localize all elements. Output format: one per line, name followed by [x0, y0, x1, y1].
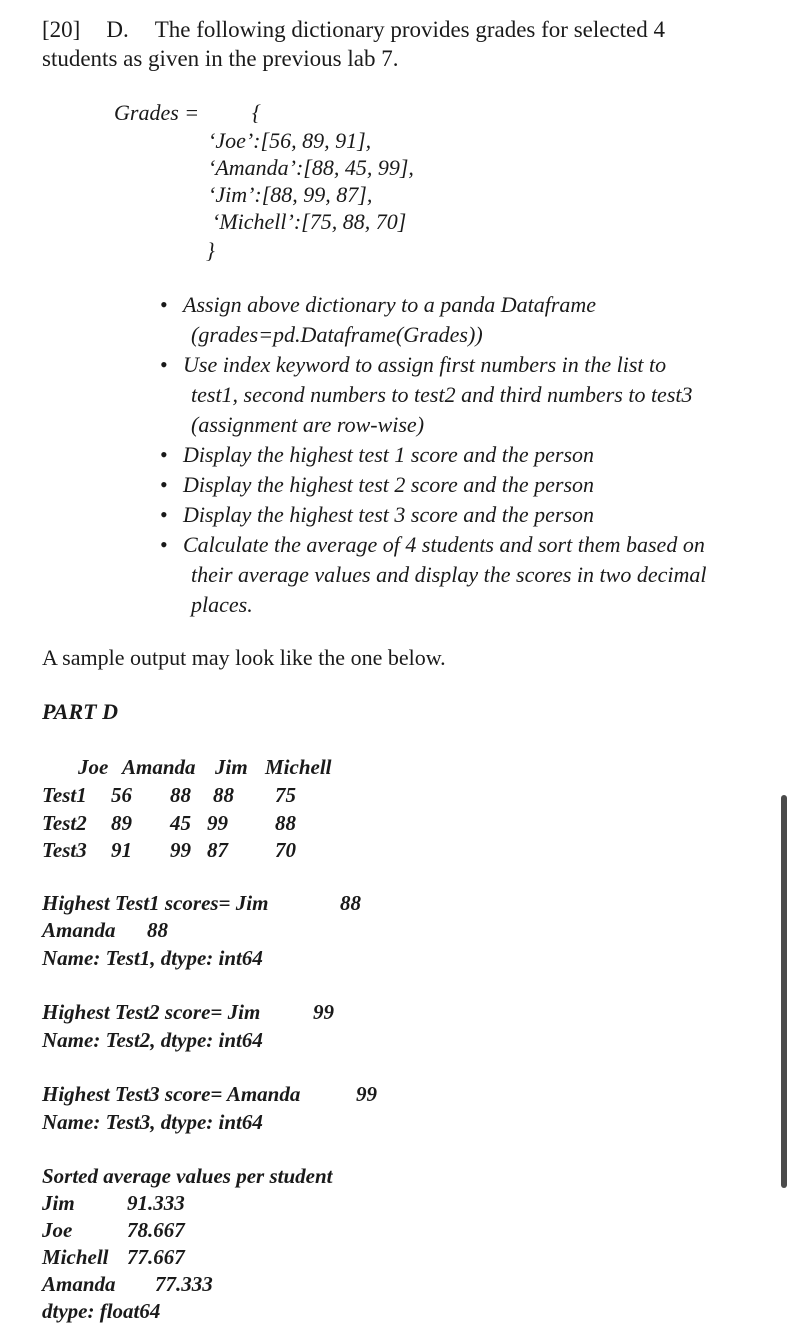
table-cell: 70	[275, 838, 296, 862]
table-cell: 99	[207, 811, 228, 835]
sorted-name: Michell	[42, 1245, 109, 1269]
highest-test2-value: 99	[313, 1000, 334, 1024]
instruction-item: • Use index keyword to assign first numbers in the list to test1, second numbers to test2 and third numbers to test3 (assignment are row-wise)	[160, 352, 693, 437]
instruction-item: • Assign above dictionary to a panda Dataframe (grades=pd.Dataframe(Grades))	[160, 292, 597, 347]
sorted-name: Amanda	[42, 1272, 116, 1296]
part-label: D.	[106, 17, 129, 42]
highest-test2-meta: Name: Test2, dtype: int64	[42, 1028, 263, 1052]
table-cell: 91	[111, 838, 132, 862]
instruction-item: • Calculate the average of 4 students and sort them based on their average values and display the scores in two decimal places.	[160, 532, 707, 617]
instruction-list	[158, 290, 758, 620]
instruction-item: • Display the highest test 1 score and the person	[158, 440, 758, 470]
part-label-heading: PART D	[42, 699, 118, 724]
question-header-line-1	[42, 16, 665, 44]
highest-test1-title: Highest Test1 scores= Jim	[42, 891, 269, 915]
sorted-value: 77.667	[127, 1245, 185, 1269]
sorted-value: 78.667	[127, 1218, 185, 1242]
points-label: [20]	[42, 17, 81, 42]
vertical-scrollbar[interactable]	[781, 795, 787, 1188]
highest-test3-value: 99	[356, 1082, 377, 1106]
table-cell: 89	[111, 811, 132, 835]
table-row-label: Test2	[42, 811, 87, 835]
table-cell: 88	[213, 783, 234, 807]
table-col-header: Joe	[78, 755, 109, 779]
dictionary-entry: ‘Amanda’:[88, 45, 99],	[208, 155, 414, 180]
table-col-header: Jim	[215, 755, 248, 779]
highest-test3-meta: Name: Test3, dtype: int64	[42, 1110, 263, 1134]
table-cell: 88	[275, 811, 296, 835]
sorted-dtype: dtype: float64	[42, 1299, 161, 1323]
table-col-header: Michell	[265, 755, 332, 779]
bullet-icon: •	[160, 532, 168, 557]
dictionary-entry: ‘Joe’:[56, 89, 91],	[208, 128, 372, 153]
highest-test1-value: 88	[340, 891, 361, 915]
dictionary-entry: ‘Jim’:[88, 99, 87],	[208, 182, 373, 207]
sorted-title: Sorted average values per student	[42, 1164, 333, 1188]
table-cell: 87	[207, 838, 228, 862]
question-header-line-2: students as given in the previous lab 7.	[42, 46, 399, 71]
highest-test1-second-name: Amanda	[42, 918, 116, 942]
header-text: The following dictionary provides grades for selected 4	[154, 17, 666, 42]
instruction-item: • Display the highest test 3 score and the person	[158, 500, 758, 530]
dictionary-label: Grades =	[114, 100, 200, 125]
table-cell: 99	[170, 838, 191, 862]
table-cell: 75	[275, 783, 296, 807]
table-cell: 56	[111, 783, 132, 807]
bullet-icon: •	[160, 472, 168, 497]
dictionary-close-brace: }	[206, 238, 215, 263]
table-row-label: Test3	[42, 838, 87, 862]
table-cell: 45	[170, 811, 191, 835]
dictionary-open-brace: {	[252, 100, 261, 125]
dictionary-entry: ‘Michell’:[75, 88, 70]	[212, 209, 407, 234]
table-cell: 88	[170, 783, 191, 807]
bullet-icon: •	[160, 442, 168, 467]
sorted-value: 91.333	[127, 1191, 185, 1215]
sorted-name: Jim	[42, 1191, 75, 1215]
table-col-header: Amanda	[122, 755, 196, 779]
table-row-label: Test1	[42, 783, 87, 807]
bullet-icon: •	[160, 292, 168, 317]
highest-test1-second-value: 88	[147, 918, 168, 942]
instruction-item: • Display the highest test 2 score and the person	[158, 470, 758, 500]
highest-test1-meta: Name: Test1, dtype: int64	[42, 946, 263, 970]
bullet-icon: •	[160, 352, 168, 377]
sorted-name: Joe	[42, 1218, 73, 1242]
sample-intro: A sample output may look like the one below.	[42, 645, 446, 670]
sorted-value: 77.333	[155, 1272, 213, 1296]
highest-test2-title: Highest Test2 score= Jim	[42, 1000, 261, 1024]
bullet-icon: •	[160, 502, 168, 527]
highest-test3-title: Highest Test3 score= Amanda	[42, 1082, 301, 1106]
